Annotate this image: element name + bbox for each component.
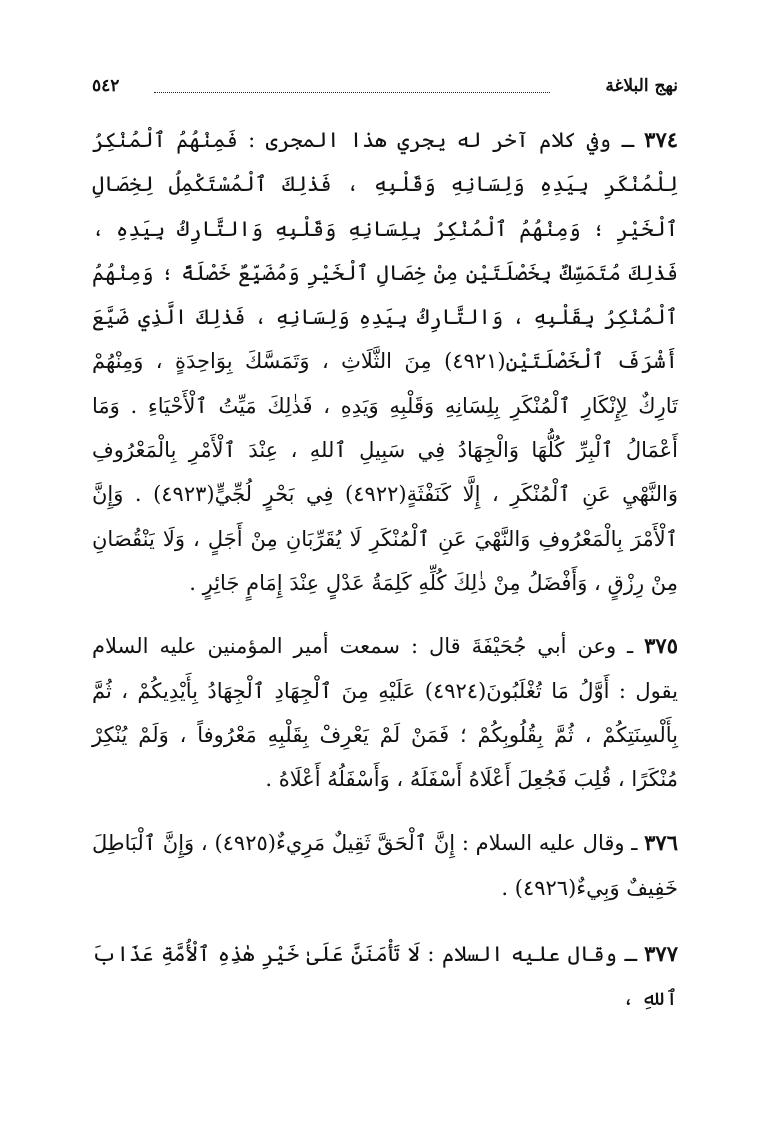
saying-intro: ـ وعن أبي جُحَيْفَةَ قال : سمعت أمير المؤمنين عليه السلام يقول : — [92, 634, 678, 703]
saying-text: إِنَّ ٱلْحَقَّ ثَقِيلٌ مَرِيءٌ(٤٩٢٥) ، وَإِنَّ ٱلْبَاطِلَ خَفِيفٌ وَبِيءٌ(٤٩٢٦) . — [92, 831, 678, 900]
saying-intro: ـ وقال عليه السلام : — [419, 942, 645, 967]
saying-376 — [92, 821, 678, 910]
header-dotted-rule — [154, 92, 550, 93]
saying-intro: ـ وفي كلام آخر له يجري هذا المجرى : — [237, 128, 645, 152]
saying-375 — [92, 624, 678, 801]
page-body — [92, 118, 678, 1021]
saying-text: أَوَّلُ مَا تُغْلَبُونَ(٤٩٢٤) عَلَيْهِ مِنَ ٱلْجِهَادِ ٱلْجِهَادُ بِأَيْدِيكُمْ ، ثُمَّ بِأَلْسِنَتِكُمْ ، ثُمَّ بِقُلُوبِكُمْ ؛ فَمَنْ لَمْ يَعْرِفْ بِقَلْبِهِ مَعْرُوفاً ، وَلَمْ يُنْكِرْ مُنْكَرًا ، قُلِبَ فَجُعِلَ أَعْلَاهُ أَسْفَلَهُ ، وَأَسْفَلُهُ أَعْلَاهُ . — [92, 678, 678, 792]
saying-374 — [92, 118, 678, 605]
saying-text: لَا تَأْمَنَنَّ عَلَىٰ خَيْرِ هٰذِهِ ٱلْأُمَّةِ عَذَابَ ٱللهِ ، — [92, 942, 678, 1011]
saying-number: ٣٧٥ — [644, 633, 678, 659]
saying-number: ٣٧٦ — [644, 830, 678, 856]
running-title: نهج البلاغة — [605, 76, 678, 96]
saying-377 — [92, 932, 678, 1021]
saying-text: فَمِنْهُمُ ٱلْمُنْكِرُ لِلْمُنْكَرِ بِيَدِهِ وَلِسَانِهِ وَقَلْبِهِ ، فَذٰلِكَ ٱلْمُسْتَكْمِلُ لِخِصَالِ ٱلْخَيْرِ ؛ وَمِنْهُمُ ٱلْمُنْكِرُ بِلِسَانِهِ وَقَلْبِهِ وَالتَّارِكُ بِيَدِهِ ، فَذٰلِكَ مُتَمَسِّكٌ بِخَصْلَتَيْنِ مِنْ خِصَالِ ٱلْخَيْرِ وَمُضَيِّعٌ خَصْلَةً ؛ وَمِنْهُمُ ٱلْمُنْكِرُ بِقَلْبِهِ ، وَالتَّارِكُ بِيَدِهِ وَلِسَانِهِ ، فَذٰلِكَ الَّذِي ضَيَّعَ أَشْرَفَ ٱلْخَصْلَتَيْنِ(٤٩٢١) مِنَ الثَّلَاثِ ، وَتَمَسَّكَ بِوَاحِدَةٍ ، وَمِنْهُمْ تَارِكٌ لِإِنْكَارِ ٱلْمُنْكَرِ بِلِسَانِهِ وَقَلْبِهِ وَيَدِهِ ، فَذٰلِكَ مَيِّتُ ٱلْأَحْيَاءِ . وَمَا أَعْمَالُ ٱلْبِرِّ كُلُّهَا وَالْجِهَادُ فِي سَبِيلِ ٱللهِ ، عِنْدَ ٱلْأَمْرِ بِالْمَعْرُوفِ وَالنَّهْيِ عَنِ ٱلْمُنْكَرِ ، إِلَّا كَنَفْثَةٍ(٤٩٢٢) فِي بَحْرٍ لُجِّيٍّ(٤٩٢٣) . وَإِنَّ ٱلْأَمْرَ بِالْمَعْرُوفِ وَالنَّهْيَ عَنِ ٱلْمُنْكَرِ لَا يُقَرِّبَانِ مِنْ أَجَلٍ ، وَلَا يَنْقُصَانِ مِنْ رِزْقٍ ، وَأَفْضَلُ مِنْ ذٰلِكَ كُلِّهِ كَلِمَةُ عَدْلٍ عِنْدَ إِمَامٍ جَائِرٍ . — [92, 128, 678, 595]
page-header — [92, 76, 678, 106]
saying-number: ٣٧٧ — [644, 941, 678, 967]
page-number: ٥٤٢ — [92, 76, 120, 96]
saying-intro: ـ وقال عليه السلام : — [455, 831, 645, 856]
saying-number: ٣٧٤ — [644, 127, 679, 152]
